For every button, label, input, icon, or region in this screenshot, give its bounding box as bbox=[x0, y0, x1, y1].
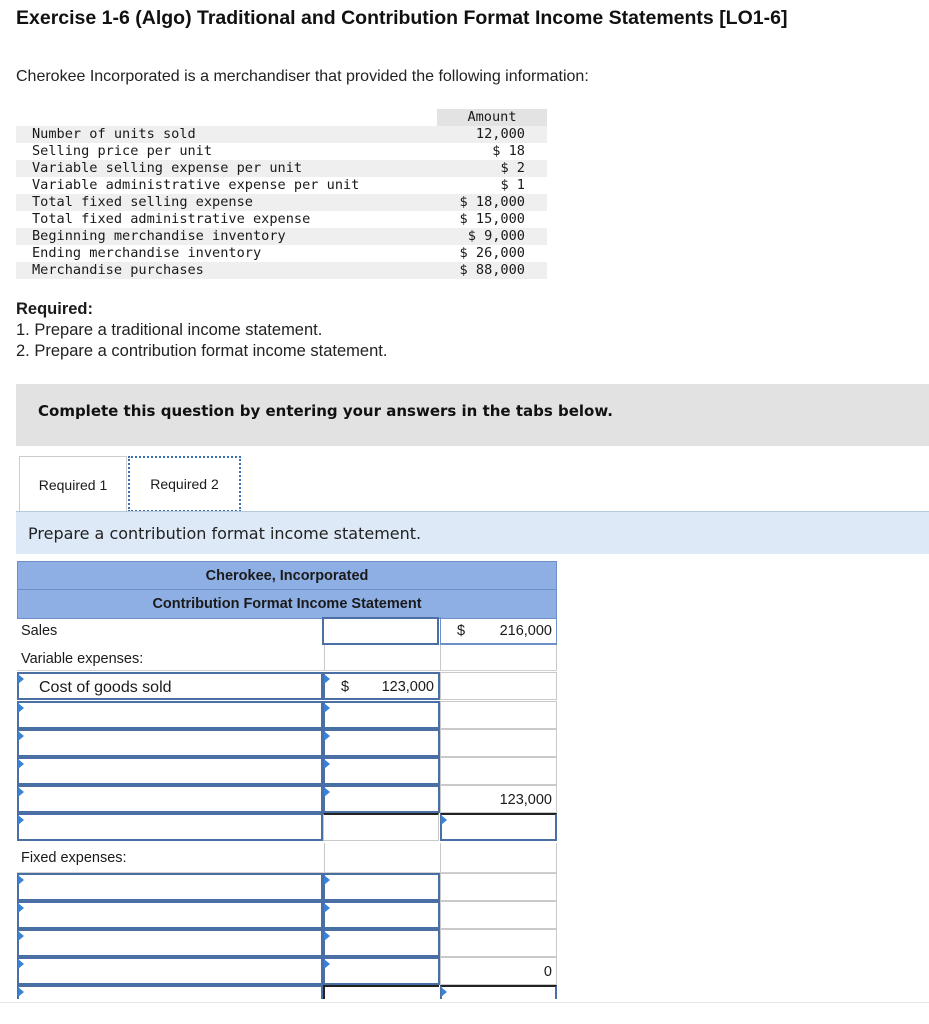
sales-row bbox=[17, 617, 557, 645]
income-statement-form bbox=[17, 561, 557, 980]
required-item-1: 1. Prepare a traditional income statement. bbox=[16, 321, 323, 339]
empty-cell bbox=[440, 843, 557, 873]
row-label: Variable administrative expense per unit bbox=[16, 177, 437, 194]
cogs-amount-input[interactable] bbox=[323, 672, 440, 700]
fixed-label-cell bbox=[17, 843, 324, 871]
given-information-table bbox=[16, 109, 547, 279]
row-label: Total fixed administrative expense bbox=[16, 211, 437, 228]
fixed-amount-input[interactable] bbox=[323, 873, 440, 901]
variable-label-input[interactable] bbox=[17, 701, 323, 729]
fixed-total-row bbox=[17, 957, 557, 985]
fixed-total-cell bbox=[440, 957, 557, 985]
fixed-label-input[interactable] bbox=[17, 929, 323, 957]
tab-required-1[interactable]: Required 1 bbox=[19, 456, 127, 512]
variable-amount-input[interactable] bbox=[323, 701, 440, 729]
required-item-2: 2. Prepare a contribution format income statement. bbox=[16, 342, 388, 360]
row-label: Number of units sold bbox=[16, 126, 437, 143]
net-income-input[interactable] bbox=[440, 985, 557, 999]
empty-cell bbox=[440, 729, 557, 757]
variable-expenses-label: Variable expenses: bbox=[21, 651, 144, 667]
variable-label-input[interactable] bbox=[17, 729, 323, 757]
fixed-amount-input[interactable] bbox=[323, 901, 440, 929]
empty-cell bbox=[440, 901, 557, 929]
contribution-margin-label-input[interactable] bbox=[17, 813, 323, 841]
table-row bbox=[16, 126, 547, 143]
table-header-amount: Amount bbox=[437, 109, 547, 126]
fixed-total-value: 0 bbox=[543, 964, 552, 980]
variable-total-cell bbox=[440, 785, 557, 813]
row-label: Total fixed selling expense bbox=[16, 194, 437, 211]
row-amount: $ 26,000 bbox=[437, 245, 547, 262]
question-prompt-bar bbox=[16, 511, 929, 554]
row-label: Variable selling expense per unit bbox=[16, 160, 437, 177]
table-row bbox=[16, 160, 547, 177]
table-row bbox=[16, 245, 547, 262]
empty-cell bbox=[323, 985, 439, 999]
row-amount: $ 2 bbox=[437, 160, 547, 177]
variable-expense-row bbox=[17, 757, 557, 785]
variable-total-mid-input[interactable] bbox=[323, 785, 440, 813]
table-row bbox=[16, 194, 547, 211]
variable-total-row bbox=[17, 785, 557, 813]
contribution-margin-input[interactable] bbox=[440, 813, 557, 841]
row-label: Selling price per unit bbox=[16, 143, 437, 160]
row-amount: $ 18 bbox=[437, 143, 547, 160]
cogs-dollar-sign: $ bbox=[341, 679, 350, 695]
empty-cell bbox=[440, 873, 557, 901]
empty-cell bbox=[440, 929, 557, 957]
variable-total-label-input[interactable] bbox=[17, 785, 323, 813]
fixed-expenses-row bbox=[17, 843, 557, 873]
fixed-label-input[interactable] bbox=[17, 901, 323, 929]
contribution-margin-row bbox=[17, 813, 557, 841]
sales-mid-input[interactable] bbox=[322, 617, 439, 645]
empty-cell bbox=[440, 701, 557, 729]
row-amount: $ 18,000 bbox=[437, 194, 547, 211]
instructions-text: Complete this question by entering your answers in the tabs below. bbox=[38, 402, 613, 420]
statement-title: Contribution Format Income Statement bbox=[152, 596, 422, 612]
row-label: Merchandise purchases bbox=[16, 262, 437, 279]
page-divider bbox=[0, 1002, 929, 1003]
fixed-label-input[interactable] bbox=[17, 873, 323, 901]
statement-header bbox=[17, 561, 557, 619]
row-label: Ending merchandise inventory bbox=[16, 245, 437, 262]
net-income-label-input[interactable] bbox=[17, 985, 323, 999]
net-operating-income-row bbox=[17, 985, 557, 999]
empty-cell bbox=[440, 645, 557, 671]
fixed-expense-row bbox=[17, 929, 557, 957]
sales-dollar-sign: $ bbox=[457, 623, 466, 639]
row-amount: $ 88,000 bbox=[437, 262, 547, 279]
cogs-label-input[interactable] bbox=[17, 672, 323, 700]
table-row bbox=[16, 143, 547, 160]
table-row bbox=[16, 262, 547, 279]
sales-total-cell bbox=[440, 617, 557, 645]
cogs-label: Cost of goods sold bbox=[39, 679, 172, 696]
cogs-row bbox=[17, 672, 557, 700]
fixed-expenses-label: Fixed expenses: bbox=[21, 850, 127, 866]
row-amount: $ 1 bbox=[437, 177, 547, 194]
variable-label-input[interactable] bbox=[17, 757, 323, 785]
row-amount: $ 9,000 bbox=[437, 228, 547, 245]
required-heading: Required: bbox=[16, 300, 94, 318]
variable-total-value: 123,000 bbox=[499, 792, 552, 808]
cogs-value: 123,000 bbox=[381, 679, 434, 695]
variable-expense-row bbox=[17, 729, 557, 757]
table-header-blank bbox=[16, 109, 437, 126]
company-name: Cherokee, Incorporated bbox=[18, 562, 556, 590]
empty-cell bbox=[440, 672, 557, 700]
empty-cell bbox=[324, 645, 440, 671]
fixed-total-label-input[interactable] bbox=[17, 957, 323, 985]
empty-cell bbox=[440, 757, 557, 785]
tab-required-2[interactable]: Required 2 bbox=[128, 456, 241, 512]
instructions-banner bbox=[16, 384, 929, 446]
fixed-expense-row bbox=[17, 873, 557, 901]
fixed-amount-input[interactable] bbox=[323, 929, 440, 957]
sales-label-cell bbox=[17, 617, 324, 645]
sales-value: 216,000 bbox=[499, 623, 552, 639]
empty-cell bbox=[323, 813, 439, 841]
variable-expense-row bbox=[17, 701, 557, 729]
fixed-total-mid-input[interactable] bbox=[323, 957, 440, 985]
variable-expenses-row bbox=[17, 645, 557, 671]
fixed-expense-row bbox=[17, 901, 557, 929]
row-amount: 12,000 bbox=[437, 126, 547, 143]
table-row bbox=[16, 228, 547, 245]
sales-label: Sales bbox=[21, 623, 58, 639]
intro-text: Cherokee Incorporated is a merchandiser that provided the following information: bbox=[16, 68, 589, 85]
variable-amount-input[interactable] bbox=[323, 757, 440, 785]
empty-cell bbox=[324, 843, 440, 873]
variable-amount-input[interactable] bbox=[323, 729, 440, 757]
table-row bbox=[16, 177, 547, 194]
exercise-title: Exercise 1-6 (Algo) Traditional and Contribution Format Income Statements [LO1-6] bbox=[16, 7, 788, 29]
table-row bbox=[16, 211, 547, 228]
question-prompt: Prepare a contribution format income statement. bbox=[28, 524, 422, 543]
row-amount: $ 15,000 bbox=[437, 211, 547, 228]
row-label: Beginning merchandise inventory bbox=[16, 228, 437, 245]
variable-label-cell bbox=[17, 645, 324, 673]
